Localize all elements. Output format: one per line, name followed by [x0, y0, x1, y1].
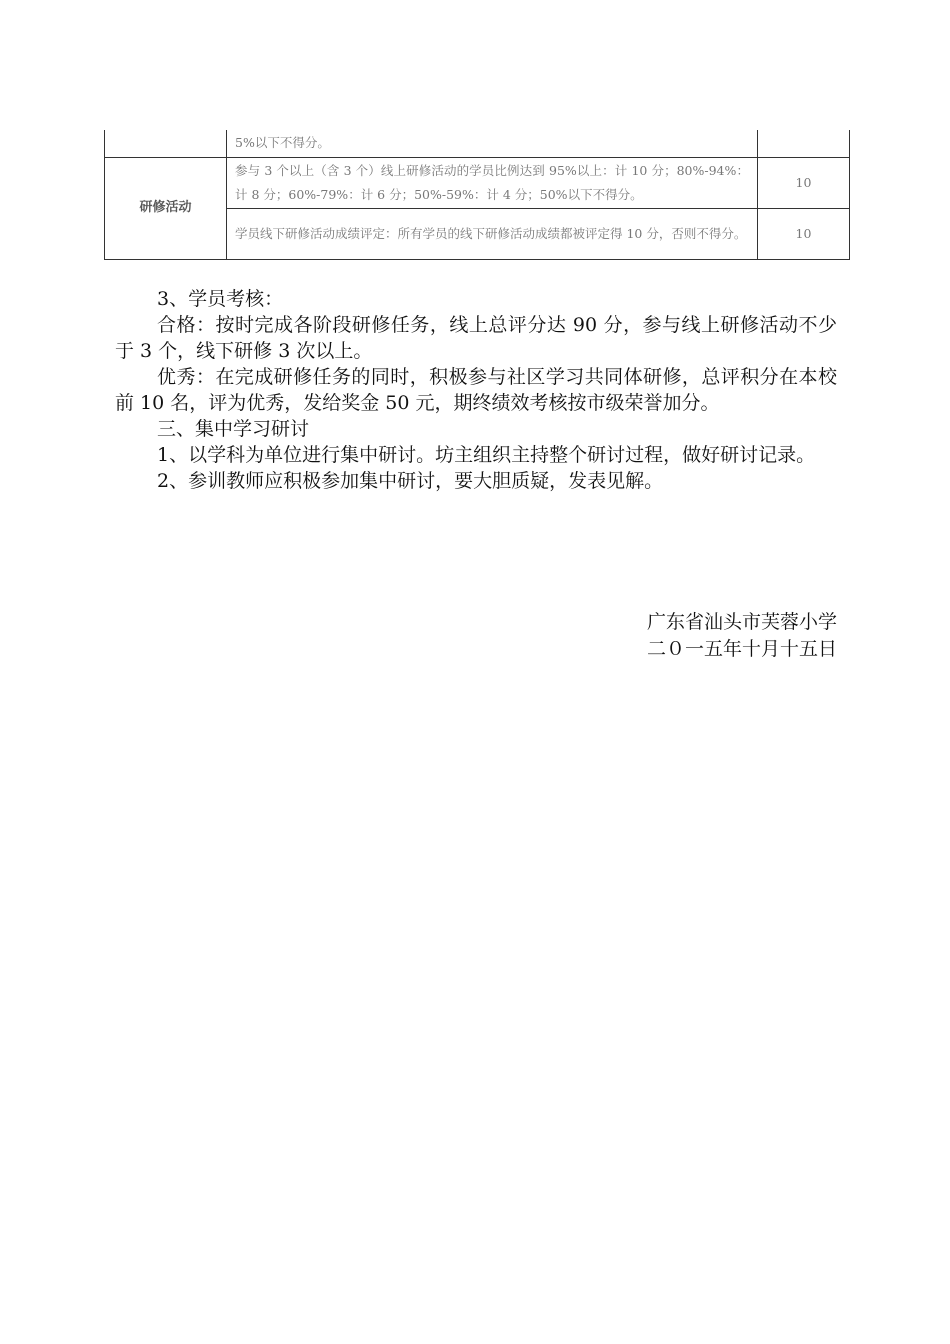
criterion-cell: 学员线下研修活动成绩评定：所有学员的线下研修活动成绩都被评定得 10 分，否则不得分。 [227, 208, 758, 259]
section-heading-seminar: 三、集中学习研讨 [157, 418, 310, 440]
table-row [105, 157, 850, 208]
score-cell [758, 130, 850, 157]
criterion-cell: 参与 3 个以上（含 3 个）线上研修活动的学员比例达到 95%以上：计 10 分；80%-94%：计 8 分；60%-79%：计 6 分；50%-59%：计 4 分；50%以下不得分。 [227, 157, 758, 208]
section-heading-assessment: 3、学员考核： [157, 288, 284, 310]
score-cell: 10 [758, 157, 850, 208]
score-cell: 10 [758, 208, 850, 259]
assessment-table [104, 130, 850, 260]
criterion-cell: 5%以下不得分。 [227, 130, 758, 157]
paragraph-seminar-1: 1、以学科为单位进行集中研讨。坊主组织主持整个研讨过程，做好研讨记录。 [157, 444, 816, 466]
paragraph-excellent: 优秀：在完成研修任务的同时，积极参与社区学习共同体研修，总评积分在本校前 10 名，评为优秀，发给奖金 50 元，期终绩效考核按市级荣誉加分。 [115, 366, 837, 414]
document-body [115, 286, 837, 494]
paragraph-seminar-2: 2、参训教师应积极参加集中研讨，要大胆质疑，发表见解。 [157, 470, 664, 492]
category-cell: 研修活动 [105, 157, 227, 259]
table-row [105, 130, 850, 157]
signature-block [647, 609, 837, 663]
paragraph-qualified: 合格：按时完成各阶段研修任务，线上总评分达 90 分，参与线上研修活动不少于 3 个，线下研修 3 次以上。 [115, 314, 837, 362]
school-name: 广东省汕头市芙蓉小学 [646, 611, 837, 633]
category-cell [105, 130, 227, 157]
document-date: 二０一五年十月十五日 [646, 638, 837, 660]
